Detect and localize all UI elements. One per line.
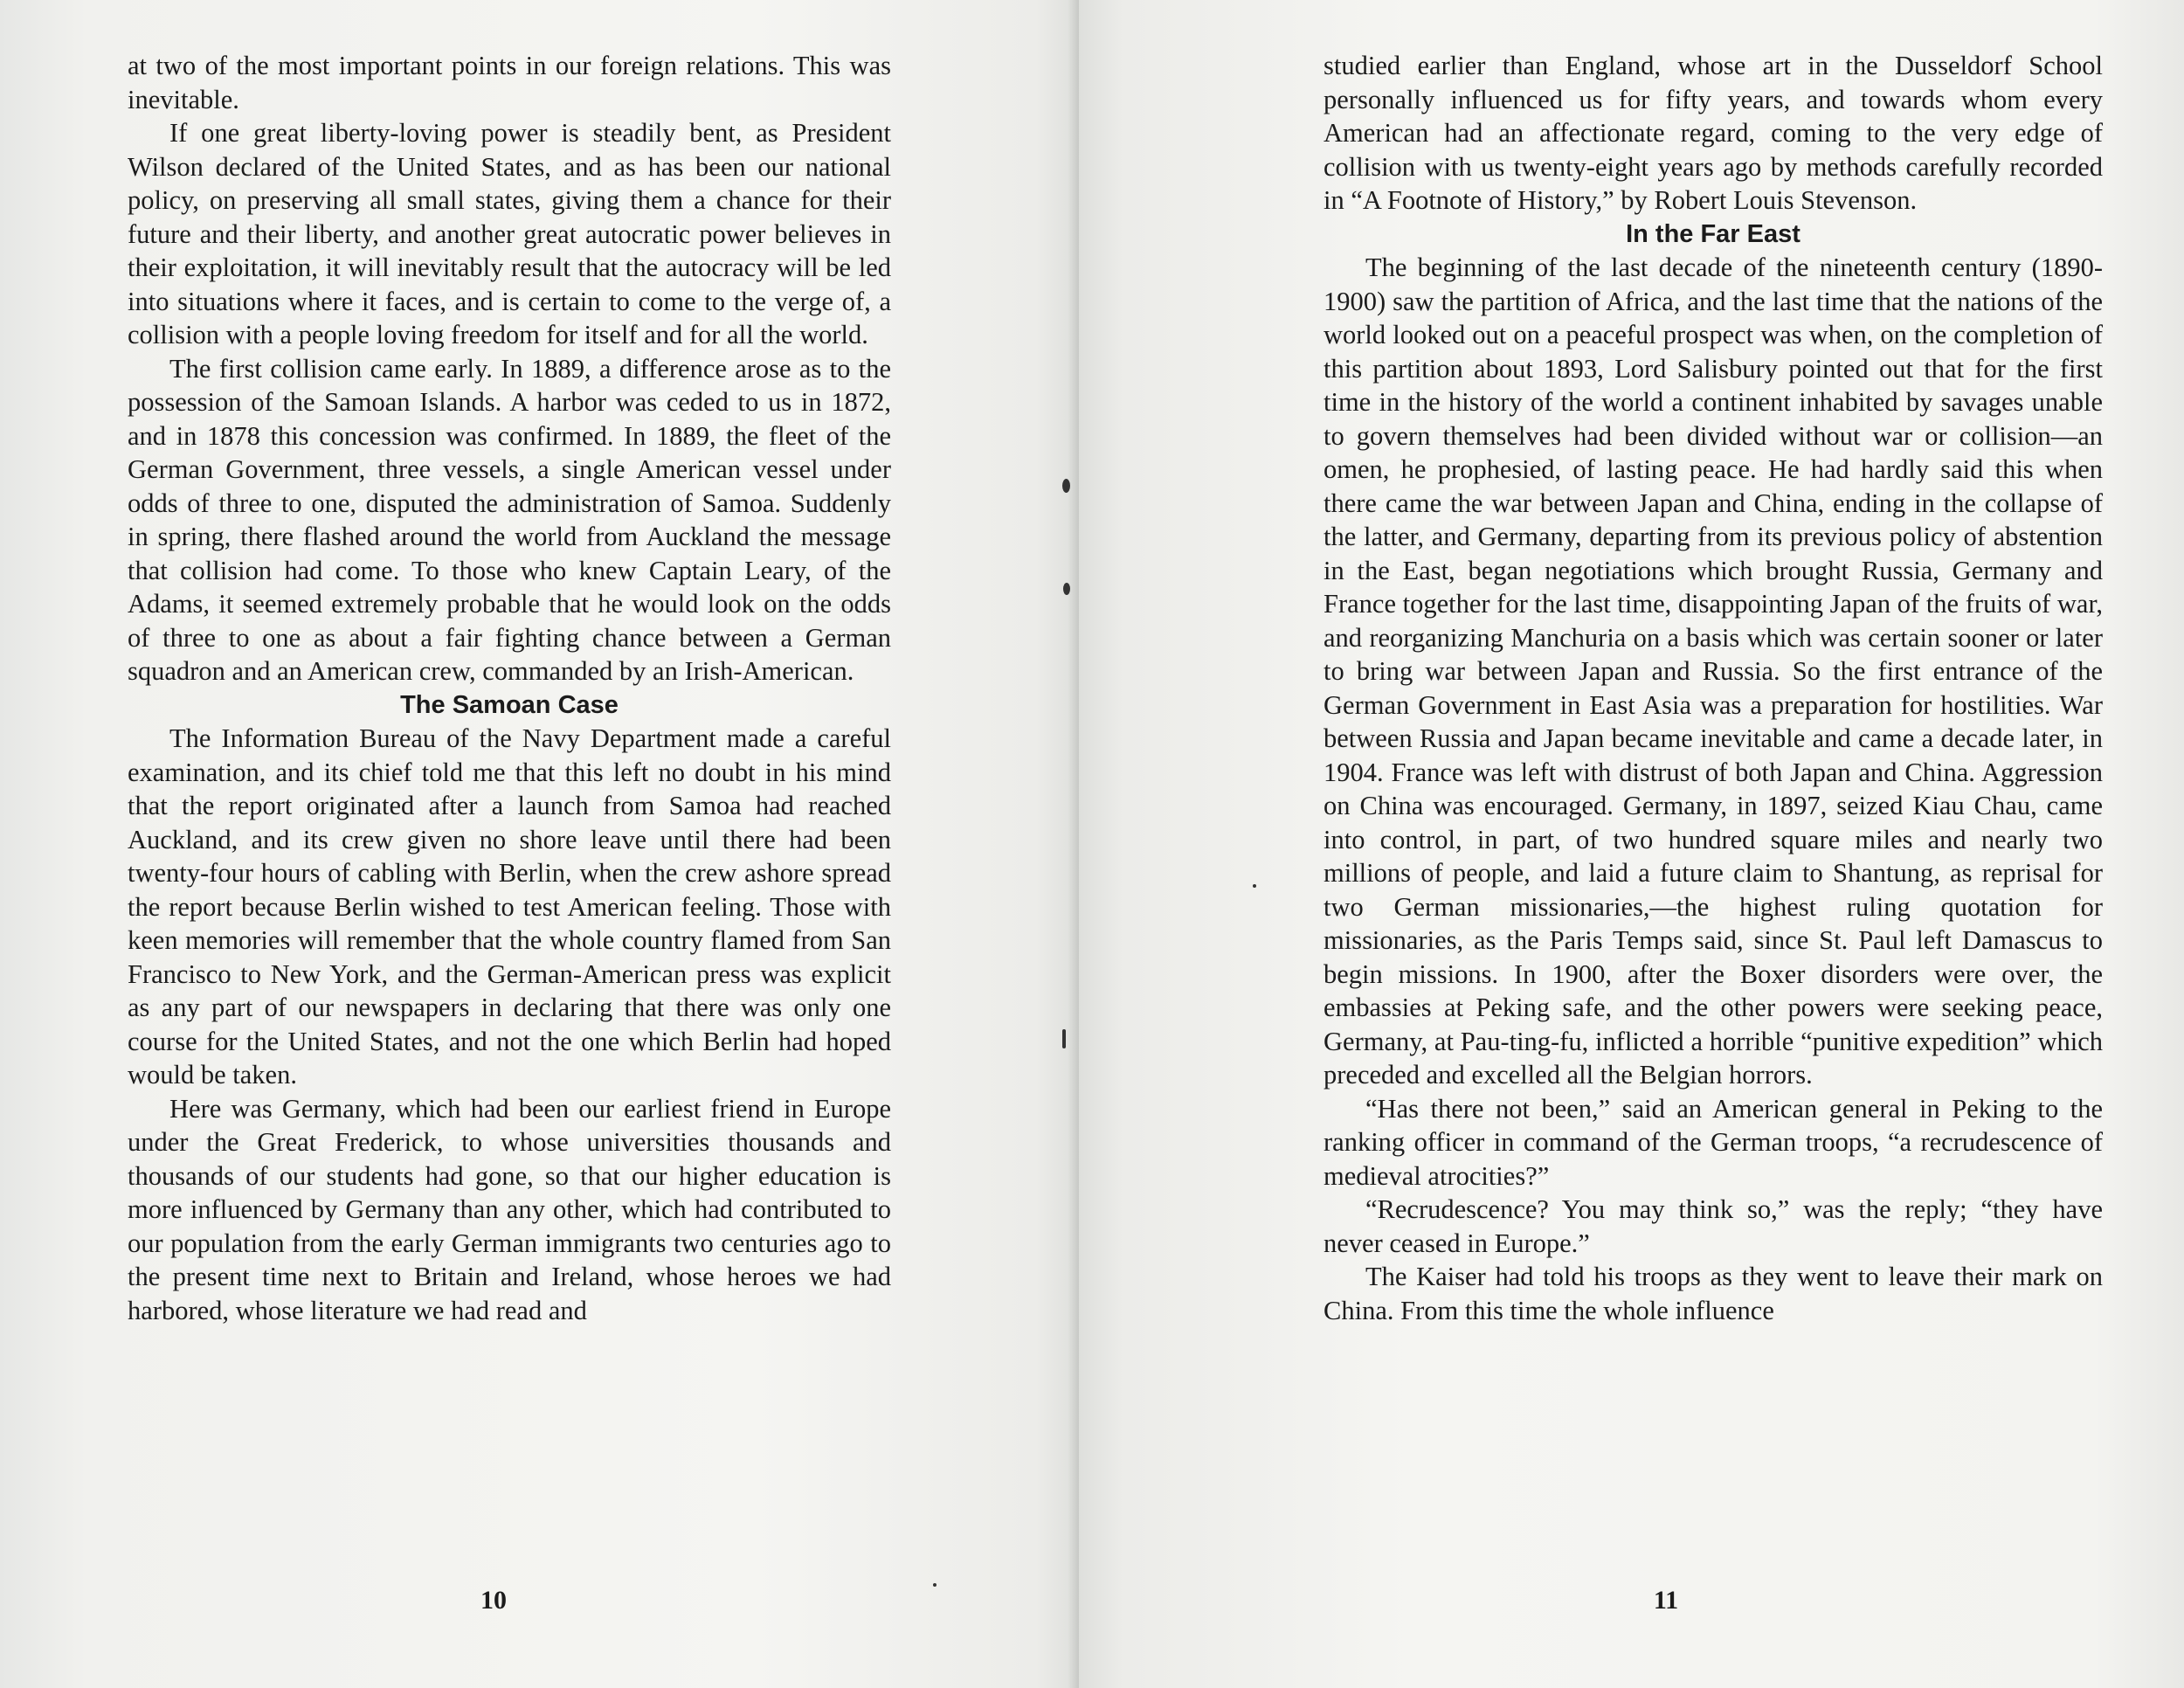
paragraph: The beginning of the last decade of the nineteenth century (1890-1900) saw the partition of Africa, and the last time that the nations of the world looked out on a peaceful prospect was when, on the completion of this partition about 1893, Lord Salisbury pointed out that for the first time in the history of the world a continent inhabited by savages unable to govern themselves had been divided without war or collision—an omen, he prophesied, of lasting peace. He had hardly said this when there came the war between Japan and China, ending in the collapse of the latter, and Germany, departing from its previous policy of abstention in the East, began negotiations which brought Russia, Germany and France together for the last time, disappointing Japan of the fruits of war, and reorganizing Manchuria on a basis which was certain sooner or later to bring war between Japan and Russia. So the first entrance of the German Government in East Asia was a preparation for hostilities. War between Russia and Japan became inevitable and came a decade later, in 1904. France was left with distrust of both Japan and China. Aggression on China was encouraged. Germany, in 1897, seized Kiau Chau, came into control, in part, of two hundred square miles and nearly two millions of people, and laid a future claim to Shantung, as reprisal for two German missionaries,—the highest ruling quotation for missionaries, as the Paris Temps said, since St. Paul left Damascus to begin missions. In 1900, after the Boxer disorders were over, the embassies at Peking safe, and the other powers were seeking peace, Germany, at Pau-ting-fu, inflicted a horrible “punitive expedition” which preceded and excelled all the Belgian horrors. <box>1324 253 2103 1090</box>
page-number: 10 <box>480 1586 507 1615</box>
section-heading: The Samoan Case <box>400 690 619 719</box>
paragraph: If one great liberty-loving power is steadily bent, as President Wilson declared of the United States, and as has been our national policy, on preserving all small states, giving them a chance for their future and their liberty, and another great autocratic power believes in their exploitation, it will inevitably result that the autocracy will be led into situations where it faces, and is certain to come to the verge of, a collision with a people loving freedom for itself and for all the world. <box>128 118 891 349</box>
left-page-body <box>128 49 891 1327</box>
binding-mark <box>933 1583 936 1587</box>
page-number: 11 <box>1653 1586 1679 1615</box>
binding-mark <box>1062 1029 1066 1048</box>
paragraph: “Has there not been,” said an American general in Peking to the ranking officer in command of the German troops, “a recrudescence of medieval atrocities?” <box>1324 1093 2103 1191</box>
paragraph: Here was Germany, which had been our earliest friend in Europe under the Great Frederick, to whose universities thousands and thousands of our students had gone, so that our higher education is more influenced by Germany than any other, which had contributed to our population from the early German immigrants two centuries ago to the present time next to Britain and Ireland, whose heroes we had harbored, whose literature we had read and <box>128 1093 891 1325</box>
paragraph: The Information Bureau of the Navy Department made a careful examination, and its chief told me that this left no doubt in his mind that the report originated after a launch from Samoa had reached Auckland, and its crew given no shore leave until there had been twenty-four hours of cabling with Berlin, when the crew ashore spread the report because Berlin wished to test American feeling. Those with keen memories will remember that the whole country flamed from San Francisco to New York, and the German-American press was explicit as any part of our newspapers in declaring that there was only one course for the United States, and not the one which Berlin had hoped would be taken. <box>128 723 891 1090</box>
left-page <box>0 0 1079 1688</box>
paragraph: The first collision came early. In 1889, a difference arose as to the possession of the Samoan Islands. A harbor was ceded to us in 1872, and in 1878 this concession was confirmed. In 1889, the fleet of the German Government, three vessels, a single American vessel under odds of three to one, disputed the administration of Samoa. Suddenly in spring, there flashed around the world from Auckland the message that collision had come. To those who knew Captain Leary, of the Adams, it seemed extremely probable that he would look on the odds of three to one as about a fair fighting chance between a German squadron and an American crew, commanded by an Irish-American. <box>128 353 891 686</box>
right-page <box>1079 0 2184 1688</box>
paragraph: at two of the most important points in our foreign relations. This was inevitable. <box>128 51 891 114</box>
binding-mark <box>1062 479 1070 493</box>
binding-mark <box>1063 583 1070 595</box>
binding-mark <box>1253 884 1256 888</box>
paragraph: studied earlier than England, whose art in the Dusseldorf School personally influenced us for fifty years, and towards whom every American had an affectionate regard, coming to the very edge of collision with us twenty-eight years ago by methods carefully recorded in “A Footnote of History,” by Robert Louis Stevenson. <box>1324 51 2103 215</box>
right-page-body <box>1324 49 2103 1327</box>
paragraph: The Kaiser had told his troops as they went to leave their mark on China. From this time the whole influence <box>1324 1262 2103 1325</box>
section-heading: In the Far East <box>1626 219 1800 248</box>
paragraph: “Recrudescence? You may think so,” was the reply; “they have never ceased in Europe.” <box>1324 1194 2103 1258</box>
